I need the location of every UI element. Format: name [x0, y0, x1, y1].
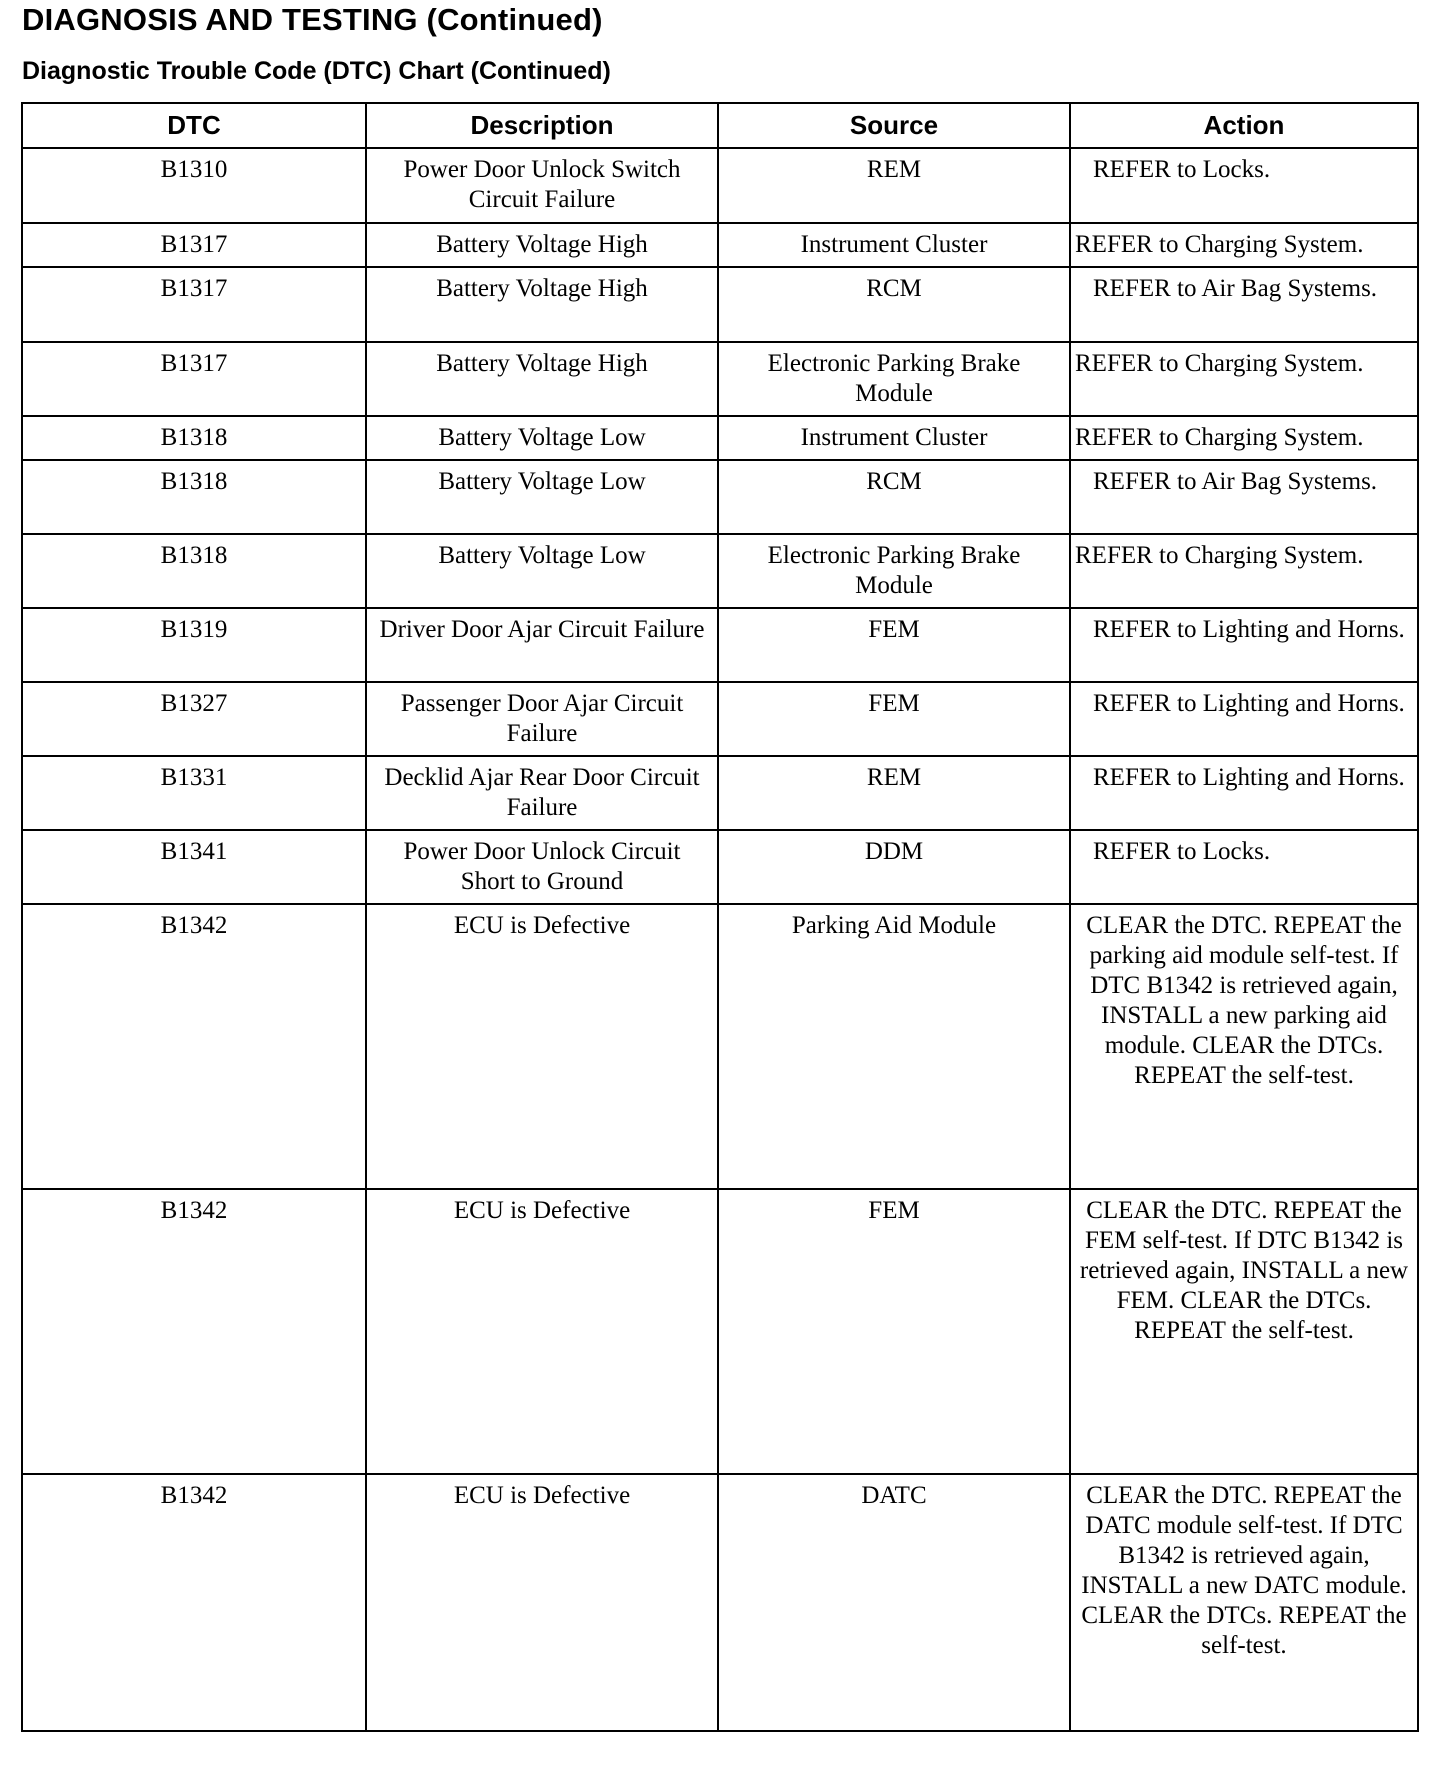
column-header-source: Source — [718, 103, 1070, 148]
dtc-cell: B1341 — [22, 830, 366, 904]
action-cell: REFER to Locks. — [1070, 830, 1418, 904]
source-cell: DDM — [718, 830, 1070, 904]
dtc-cell: B1342 — [22, 1474, 366, 1731]
action-cell: REFER to Locks. — [1070, 148, 1418, 223]
description-cell: Decklid Ajar Rear Door Circuit Failure — [366, 756, 718, 830]
action-cell: REFER to Lighting and Horns. — [1070, 756, 1418, 830]
source-cell: REM — [718, 756, 1070, 830]
table-header-row — [22, 103, 1418, 148]
table-row — [22, 460, 1418, 534]
dtc-cell: B1317 — [22, 342, 366, 416]
source-cell: RCM — [718, 267, 1070, 342]
description-cell: ECU is Defective — [366, 1189, 718, 1474]
table-row — [22, 904, 1418, 1189]
page-title: DIAGNOSIS AND TESTING (Continued) — [22, 2, 603, 37]
source-cell: FEM — [718, 608, 1070, 682]
dtc-cell: B1318 — [22, 416, 366, 460]
description-cell: Passenger Door Ajar Circuit Failure — [366, 682, 718, 756]
table-row — [22, 223, 1418, 267]
column-header-description: Description — [366, 103, 718, 148]
table-row — [22, 756, 1418, 830]
table-row — [22, 1189, 1418, 1474]
description-cell: Power Door Unlock Circuit Short to Ground — [366, 830, 718, 904]
action-cell: REFER to Charging System. — [1070, 342, 1418, 416]
source-cell: REM — [718, 148, 1070, 223]
action-cell: REFER to Charging System. — [1070, 416, 1418, 460]
source-cell: Electronic Parking Brake Module — [718, 342, 1070, 416]
column-header-action: Action — [1070, 103, 1418, 148]
description-cell: Driver Door Ajar Circuit Failure — [366, 608, 718, 682]
description-cell: Battery Voltage Low — [366, 416, 718, 460]
action-cell: REFER to Lighting and Horns. — [1070, 682, 1418, 756]
action-cell: CLEAR the DTC. REPEAT the DATC module self-test. If DTC B1342 is retrieved again, INSTALL a new DATC module. CLEAR the DTCs. REPEAT the self-test. — [1070, 1474, 1418, 1731]
dtc-cell: B1342 — [22, 1189, 366, 1474]
description-cell: Battery Voltage High — [366, 223, 718, 267]
dtc-cell: B1318 — [22, 534, 366, 608]
dtc-cell: B1342 — [22, 904, 366, 1189]
dtc-cell: B1317 — [22, 223, 366, 267]
description-cell: Battery Voltage Low — [366, 534, 718, 608]
dtc-cell: B1318 — [22, 460, 366, 534]
chart-subtitle: Diagnostic Trouble Code (DTC) Chart (Continued) — [22, 57, 611, 85]
source-cell: Instrument Cluster — [718, 416, 1070, 460]
action-cell: REFER to Charging System. — [1070, 223, 1418, 267]
description-cell: Battery Voltage High — [366, 267, 718, 342]
source-cell: Electronic Parking Brake Module — [718, 534, 1070, 608]
action-cell: CLEAR the DTC. REPEAT the parking aid module self-test. If DTC B1342 is retrieved again, INSTALL a new parking aid module. CLEAR the DTCs. REPEAT the self-test. — [1070, 904, 1418, 1189]
column-header-dtc: DTC — [22, 103, 366, 148]
dtc-cell: B1331 — [22, 756, 366, 830]
table-row — [22, 534, 1418, 608]
source-cell: RCM — [718, 460, 1070, 534]
table-row — [22, 416, 1418, 460]
description-cell: ECU is Defective — [366, 904, 718, 1189]
table-row — [22, 682, 1418, 756]
dtc-chart-table — [21, 102, 1419, 1732]
action-cell: REFER to Air Bag Systems. — [1070, 267, 1418, 342]
description-cell: Battery Voltage Low — [366, 460, 718, 534]
page-header — [22, 2, 611, 85]
dtc-cell: B1319 — [22, 608, 366, 682]
source-cell: FEM — [718, 1189, 1070, 1474]
table-row — [22, 342, 1418, 416]
source-cell: Instrument Cluster — [718, 223, 1070, 267]
source-cell: FEM — [718, 682, 1070, 756]
table-row — [22, 830, 1418, 904]
description-cell: Battery Voltage High — [366, 342, 718, 416]
table-row — [22, 267, 1418, 342]
description-cell: ECU is Defective — [366, 1474, 718, 1731]
description-cell: Power Door Unlock Switch Circuit Failure — [366, 148, 718, 223]
table-row — [22, 608, 1418, 682]
table-row — [22, 1474, 1418, 1731]
action-cell: REFER to Charging System. — [1070, 534, 1418, 608]
dtc-cell: B1317 — [22, 267, 366, 342]
action-cell: REFER to Air Bag Systems. — [1070, 460, 1418, 534]
source-cell: DATC — [718, 1474, 1070, 1731]
source-cell: Parking Aid Module — [718, 904, 1070, 1189]
table-row — [22, 148, 1418, 223]
action-cell: CLEAR the DTC. REPEAT the FEM self-test. If DTC B1342 is retrieved again, INSTALL a new FEM. CLEAR the DTCs. REPEAT the self-test. — [1070, 1189, 1418, 1474]
action-cell: REFER to Lighting and Horns. — [1070, 608, 1418, 682]
dtc-cell: B1310 — [22, 148, 366, 223]
dtc-cell: B1327 — [22, 682, 366, 756]
